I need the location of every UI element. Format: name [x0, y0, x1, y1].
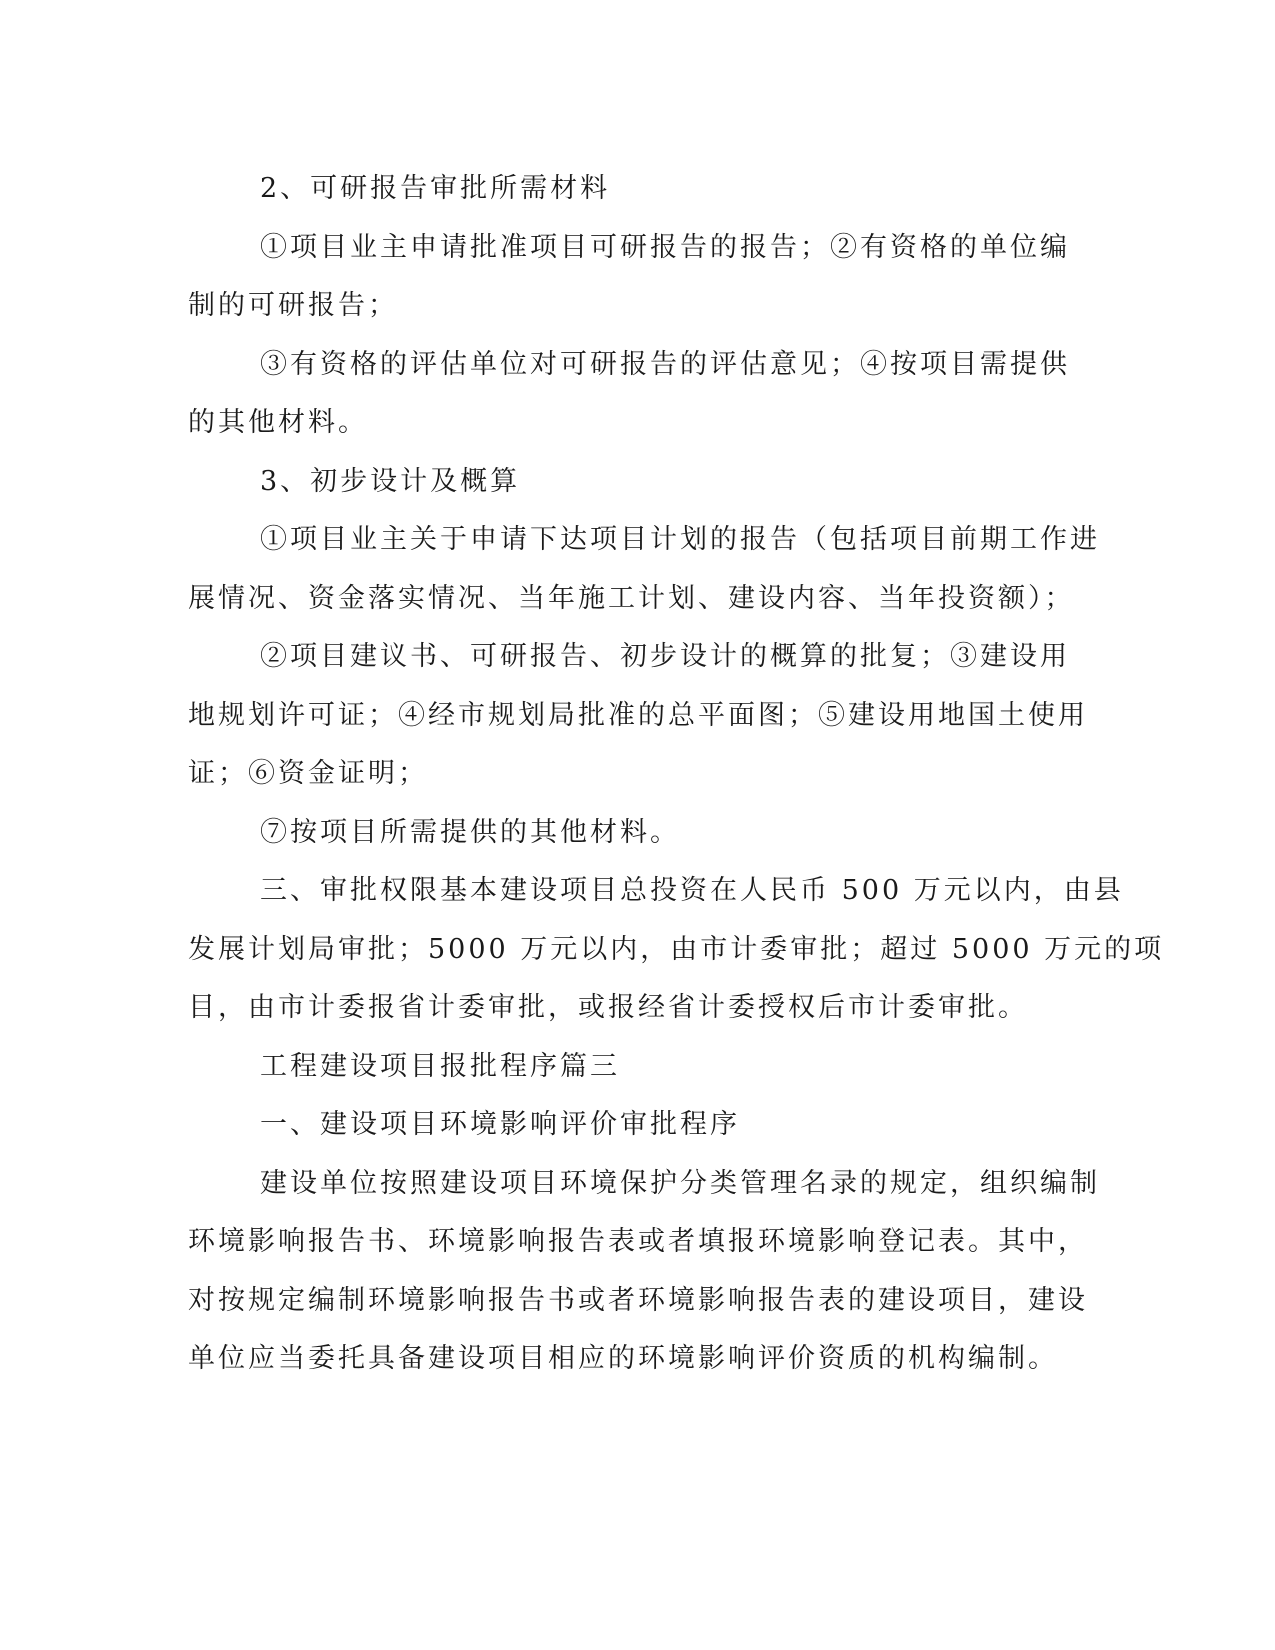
- text-line: 证；⑥资金证明；: [188, 758, 428, 789]
- text-line: 对按规定编制环境影响报告书或者环境影响报告表的建设项目，建设: [188, 1284, 1088, 1316]
- paragraph-other-materials: [188, 804, 1088, 863]
- paragraph-approval-authority: [188, 862, 1165, 1038]
- text-line: 展情况、资金落实情况、当年施工计划、建设内容、当年投资额）；: [188, 582, 1075, 614]
- text-line: 制的可研报告；: [188, 290, 398, 321]
- paragraph-materials-1: [188, 219, 1088, 336]
- document-body: [188, 160, 1165, 1389]
- paragraph-approvals: [188, 628, 1088, 804]
- text-line: 环境影响报告书、环境影响报告表或者填报环境影响登记表。其中，: [188, 1226, 1088, 1257]
- text-line: ②项目建议书、可研报告、初步设计的概算的批复；③建设用: [260, 641, 1070, 672]
- text-line: ③有资格的评估单位对可研报告的评估意见；④按项目需提供: [260, 348, 1070, 380]
- text-line: 2、可研报告审批所需材料: [260, 173, 611, 204]
- text-line: 发展计划局审批；5000 万元以内，由市计委审批；超过 5000 万元的项: [188, 933, 1165, 965]
- section-title: [188, 1038, 1088, 1097]
- paragraph-heading-3: [188, 453, 1088, 512]
- text-line: 地规划许可证；④经市规划局批准的总平面图；⑤建设用地国土使用: [188, 699, 1088, 731]
- text-line: 建设单位按照建设项目环境保护分类管理名录的规定，组织编制: [260, 1167, 1100, 1199]
- paragraph-materials-2: [188, 336, 1088, 453]
- text-line: 3、初步设计及概算: [260, 465, 521, 497]
- text-line: 单位应当委托具备建设项目相应的环境影响评价资质的机构编制。: [188, 1343, 1058, 1374]
- paragraph-plan-report: [188, 511, 1100, 628]
- text-line: ①项目业主关于申请下达项目计划的报告（包括项目前期工作进: [260, 524, 1100, 555]
- paragraph-eia-procedure: [188, 1155, 1100, 1389]
- text-line: 一、建设项目环境影响评价审批程序: [260, 1109, 740, 1140]
- subsection-title: [188, 1096, 1088, 1155]
- text-line: ⑦按项目所需提供的其他材料。: [260, 816, 680, 848]
- text-line: 的其他材料。: [188, 407, 368, 438]
- paragraph-heading-2: [188, 160, 1088, 219]
- text-line: 目，由市计委报省计委审批，或报经省计委授权后市计委审批。: [188, 992, 1028, 1023]
- text-line: 工程建设项目报批程序篇三: [260, 1050, 620, 1082]
- text-line: 三、审批权限基本建设项目总投资在人民币 500 万元以内，由县: [260, 875, 1124, 906]
- text-line: ①项目业主申请批准项目可研报告的报告；②有资格的单位编: [260, 231, 1070, 263]
